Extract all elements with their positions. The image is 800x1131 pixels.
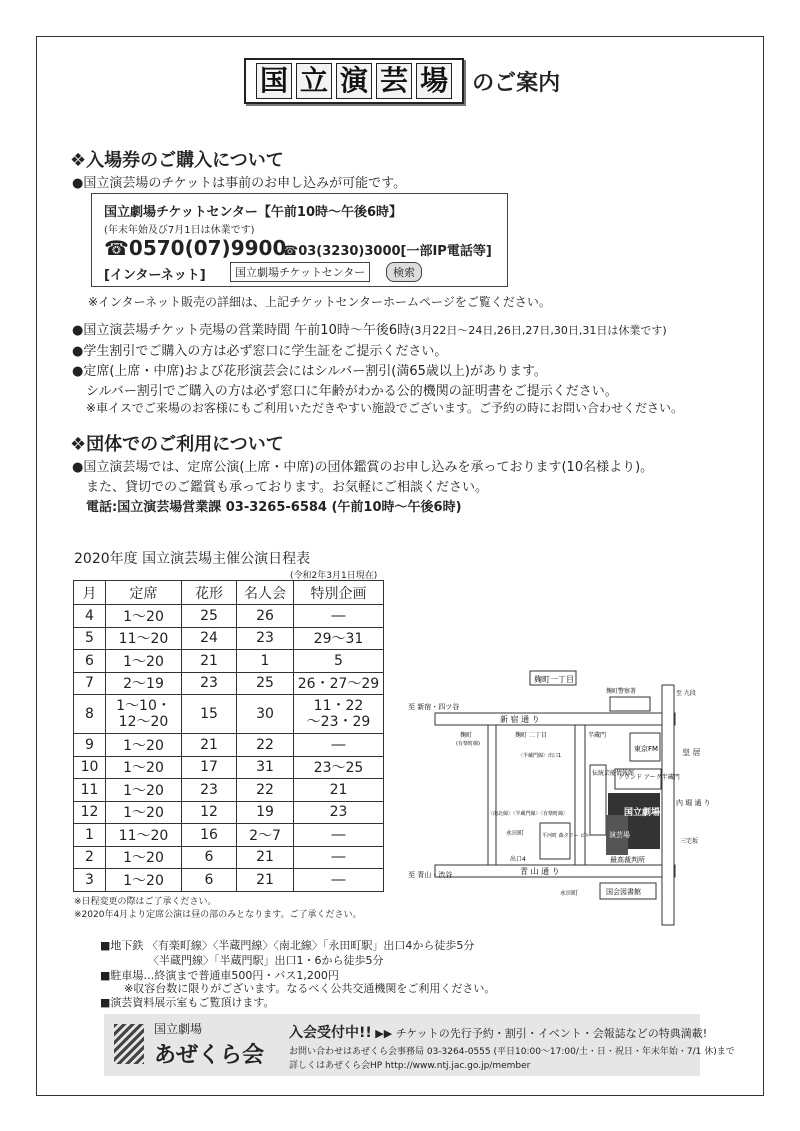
table-row	[74, 756, 384, 779]
internet-note: ※インターネット販売の詳細は、上記チケットセンターホームページをご覧ください。	[88, 295, 551, 309]
schedule-table	[73, 580, 384, 892]
schedule-note-1: ※日程変更の際はご了承ください。	[74, 897, 217, 907]
group-phone: 電話:国立演芸場営業課 03-3265-6584 (午前10時～午後6時)	[86, 500, 462, 515]
schedule-cell: 1～20	[106, 734, 182, 757]
schedule-cell: 31	[237, 756, 294, 779]
phone-navi[interactable]: ☎0570(07)9900	[104, 236, 287, 260]
side-road	[488, 725, 496, 865]
schedule-cell: 1～10・ 12～20	[106, 695, 182, 734]
azekura-label-1: 国立劇場	[154, 1022, 203, 1036]
schedule-cell: ―	[294, 734, 384, 757]
map-kojimachi1: 麹町一丁目	[534, 675, 574, 684]
schedule-cell: 12	[74, 801, 106, 824]
schedule-cell: 1～20	[106, 605, 182, 628]
ticket-center-box	[91, 193, 508, 287]
table-row	[74, 605, 384, 628]
police-building	[610, 697, 650, 711]
schedule-header-cell: 特別企画	[294, 581, 384, 605]
schedule-cell: 8	[74, 695, 106, 734]
title-char: 場	[416, 63, 452, 99]
map-hirakawa: 平河町 森タワー ビル	[542, 833, 591, 839]
access-hanzomon: 〈半蔵門線〉「半蔵門駅」出口1・6から徒歩5分	[148, 954, 384, 967]
table-row	[74, 801, 384, 824]
map-library: 国会図書館	[606, 888, 641, 896]
schedule-cell: 11	[74, 779, 106, 802]
schedule-cell: 12	[182, 801, 237, 824]
schedule-cell: 23	[294, 801, 384, 824]
purchase-intro: ●国立演芸場のチケットは事前のお申し込みが可能です。	[72, 176, 407, 191]
title-char: 立	[296, 63, 332, 99]
map-koukyo: 皇 居	[682, 748, 701, 757]
azekura-benefit: ▶▶ チケットの先行予約・割引・イベント・会報誌などの特典満載!	[375, 1027, 708, 1040]
map-exit1: 〈半蔵門線〉出口1	[518, 753, 562, 759]
group-heading: ❖団体でのご利用について	[70, 434, 284, 455]
schedule-cell: 11・22 ～23・29	[294, 695, 384, 734]
schedule-cell: 21	[237, 869, 294, 892]
wheelchair-note: ※車イスでご来場のお客様にもご利用いただきやすい施設でございます。ご予約の時にお問い合わせください。	[86, 401, 683, 415]
schedule-header-cell: 定席	[106, 581, 182, 605]
schedule-cell: 21	[237, 846, 294, 869]
map-tokyofm: 東京FM	[634, 745, 659, 753]
schedule-cell: 1～20	[106, 801, 182, 824]
map-yurakucho: (有楽町線)	[456, 741, 480, 747]
map-police: 麹町警察署	[606, 688, 637, 695]
map-miyakezaka: 三宅坂	[680, 838, 699, 845]
schedule-cell: 1～20	[106, 756, 182, 779]
azekura-label-2: あぜくら会	[154, 1043, 265, 1068]
schedule-cell: 23	[182, 779, 237, 802]
table-row	[74, 824, 384, 847]
schedule-title: 2020年度 国立演芸場主催公演日程表	[74, 551, 311, 567]
map-uchibori: 内 堀 通 り	[676, 799, 711, 807]
table-row	[74, 869, 384, 892]
schedule-cell: 15	[182, 695, 237, 734]
table-row	[74, 779, 384, 802]
title-lantern-box	[244, 58, 464, 104]
azekura-recruit: 入会受付中!! ▶▶ チケットの先行予約・割引・イベント・会報誌などの特典満載!	[289, 1025, 708, 1041]
shinjuku-road	[435, 713, 675, 725]
schedule-cell: 11～20	[106, 627, 182, 650]
schedule-cell: ―	[294, 846, 384, 869]
access-map	[400, 665, 711, 927]
table-row	[74, 627, 384, 650]
azekura-banner[interactable]	[104, 1014, 735, 1076]
schedule-cell: ―	[294, 605, 384, 628]
schedule-cell: 1～20	[106, 650, 182, 673]
map-saikou: 最高裁判所	[610, 856, 645, 864]
vertical-road	[575, 725, 585, 865]
schedule-cell: 5	[294, 650, 384, 673]
uchibori-road	[662, 685, 674, 925]
schedule-cell: 30	[237, 695, 294, 734]
title-char: 国	[256, 63, 292, 99]
counter-note: (3月22日～24日,26日,27日,30日,31日は休業です)	[410, 324, 667, 337]
internet-label: [インターネット]	[104, 268, 206, 283]
access-exhibit: ■演芸資料展示室もご覧頂けます。	[100, 996, 275, 1009]
table-row	[74, 695, 384, 734]
map-aoyama-st: 青 山 通 り	[520, 867, 560, 876]
schedule-cell: 5	[74, 627, 106, 650]
schedule-asof: (令和2年3月1日現在)	[290, 571, 378, 581]
title-char: 芸	[376, 63, 412, 99]
schedule-cell: 1	[74, 824, 106, 847]
schedule-cell: 26・27～29	[294, 672, 384, 695]
azekura-url[interactable]: 詳しくはあぜくら会HP http://www.ntj.jac.go.jp/member	[289, 1061, 531, 1071]
schedule-cell: 10	[74, 756, 106, 779]
azekura-contact: お問い合わせはあぜくら会事務局 03-3264-0555 (平日10:00～17:00/土・日・祝日・年末年始・7/1 休)まで	[289, 1047, 735, 1057]
map-engei: 演芸場	[609, 831, 630, 839]
schedule-cell: 3	[74, 869, 106, 892]
table-row	[74, 846, 384, 869]
table-row	[74, 734, 384, 757]
schedule-cell: 23	[182, 672, 237, 695]
schedule-cell: 22	[237, 734, 294, 757]
schedule-cell: 1～20	[106, 846, 182, 869]
schedule-cell: 26	[237, 605, 294, 628]
page-title	[244, 58, 560, 104]
schedule-cell: 21	[182, 650, 237, 673]
azekura-logo-icon	[114, 1024, 144, 1064]
schedule-cell: 25	[182, 605, 237, 628]
schedule-cell: 16	[182, 824, 237, 847]
schedule-cell: 9	[74, 734, 106, 757]
map-hanzomon: 半蔵門	[588, 732, 607, 739]
map-exit4: 出口4	[510, 856, 526, 863]
group-line-2: また、貸切でのご鑑賞も承っております。お気軽にご相談ください。	[86, 480, 488, 495]
schedule-cell: 2～7	[237, 824, 294, 847]
schedule-cell: 6	[182, 869, 237, 892]
map-shinjuku-dir: 至 新宿・四ツ谷	[408, 703, 460, 711]
map-nagatacho: 永田町	[506, 830, 525, 837]
map-lines: 〈南北線〉〈半蔵門線〉〈有楽町線〉	[488, 811, 569, 817]
schedule-cell: 6	[74, 650, 106, 673]
schedule-cell: 29～31	[294, 627, 384, 650]
schedule-header-cell: 月	[74, 581, 106, 605]
schedule-cell: 21	[182, 734, 237, 757]
schedule-cell: 25	[237, 672, 294, 695]
map-nagatacho2: 永田町	[560, 890, 579, 897]
schedule-cell: ―	[294, 869, 384, 892]
schedule-note-2: ※2020年4月より定席公演は昼の部のみとなります。ご了承ください。	[74, 910, 362, 920]
schedule-cell: 17	[182, 756, 237, 779]
map-grand: グランド アーク半蔵門	[618, 774, 680, 781]
map-dentou: 伝統芸能情報館	[592, 770, 635, 777]
phone-ip[interactable]: ☎03(3230)3000[一部IP電話等]	[282, 244, 492, 259]
schedule-cell: 1	[237, 650, 294, 673]
schedule-cell: 1～20	[106, 779, 182, 802]
schedule-cell: 23	[237, 627, 294, 650]
map-gekijo: 国立劇場	[624, 808, 661, 818]
schedule-cell: 6	[182, 846, 237, 869]
silver-note: ●定席(上席・中席)および花形演芸会にはシルバー割引(満65歳以上)があります。	[72, 364, 547, 379]
title-char: 演	[336, 63, 372, 99]
table-row	[74, 672, 384, 695]
schedule-cell: 23～25	[294, 756, 384, 779]
ticket-center-name: 国立劇場チケットセンター【午前10時～午後6時】	[104, 205, 403, 220]
schedule-cell: 1～20	[106, 869, 182, 892]
access-subway: ■地下鉄 〈有楽町線〉〈半蔵門線〉〈南北線〉「永田町駅」出口4から徒歩5分	[100, 939, 475, 952]
map-kudan: 至 九段	[676, 690, 696, 697]
schedule-cell: 11～20	[106, 824, 182, 847]
map-kojimachi2: 麹町 二丁目	[515, 732, 547, 739]
schedule-header-cell: 名人会	[237, 581, 294, 605]
purchase-heading: ❖入場券のご購入について	[70, 150, 284, 171]
schedule-cell: 2	[74, 846, 106, 869]
map-shinjuku-st: 新 宿 通 り	[500, 715, 540, 724]
student-note: ●学生割引でご購入の方は必ず窓口に学生証をご提示ください。	[72, 344, 448, 359]
schedule-cell: 7	[74, 672, 106, 695]
table-row	[74, 650, 384, 673]
hirakawa-building	[540, 823, 570, 859]
access-parking-note: ※収容台数に限りがございます。なるべく公共交通機関をご利用ください。	[124, 982, 496, 995]
search-button[interactable]: 検索	[386, 262, 422, 282]
schedule-cell: 22	[237, 779, 294, 802]
schedule-cell: 21	[294, 779, 384, 802]
silver-note-2: シルバー割引でご購入の方は必ず窓口に年齢がわかる公的機関の証明書をご提示ください。	[86, 384, 618, 399]
schedule-cell: 2～19	[106, 672, 182, 695]
schedule-cell: 4	[74, 605, 106, 628]
search-input[interactable]: 国立劇場チケットセンター	[230, 262, 370, 282]
title-suffix: のご案内	[472, 70, 561, 96]
schedule-cell: 24	[182, 627, 237, 650]
schedule-cell: ―	[294, 824, 384, 847]
access-parking: ■駐車場…終演まで普通車500円・バス1,200円	[100, 969, 339, 982]
map-kojimachi-st: 麹町	[460, 732, 473, 739]
schedule-header-cell: 花形	[182, 581, 237, 605]
schedule-cell: 19	[237, 801, 294, 824]
map-aoyama-dir: 至 青山・渋谷	[408, 871, 453, 879]
group-line-1: ●国立演芸場では、定席公演(上席・中席)の団体鑑賞のお申し込みを承っております(10名様より)。	[72, 460, 654, 475]
ticket-center-holiday: (年末年始及び7月1日は休業です)	[104, 225, 255, 236]
counter-hours: ●国立演芸場チケット売場の営業時間 午前10時～午後6時(3月22日～24日,26日,27日,30日,31日は休業です)	[72, 323, 667, 338]
